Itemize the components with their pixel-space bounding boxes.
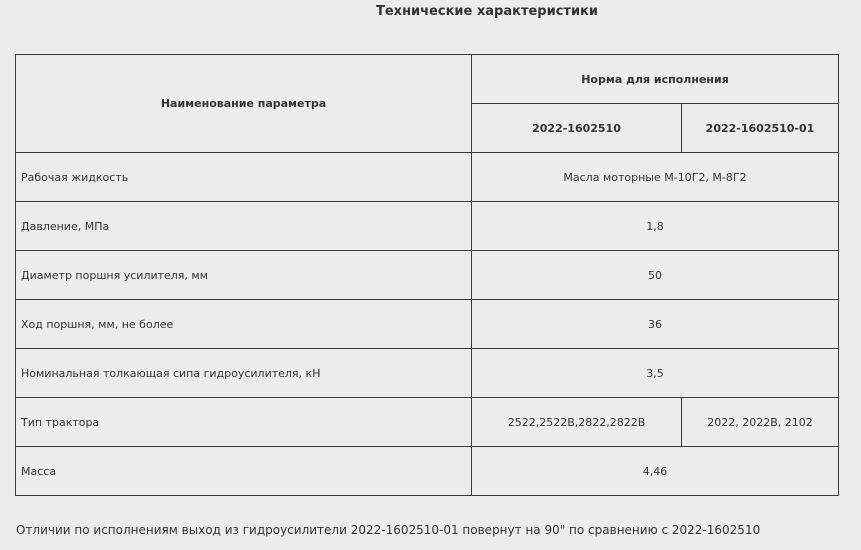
table-header-row [16,55,839,104]
row-param: Тип трактора [16,398,472,447]
row-param: Ход поршня, мм, не более [16,300,472,349]
table-row [16,251,839,300]
row-value-a: 2522,2522В,2822,2822В [472,398,682,447]
header-norm: Норма для исполнения [472,55,839,104]
table-row [16,300,839,349]
header-variant-b: 2022-1602510-01 [682,104,839,153]
header-variant-a: 2022-1602510 [472,104,682,153]
table-row [16,202,839,251]
row-param: Масса [16,447,472,496]
variant-note: Отличии по исполнениям выход из гидроусилители 2022-1602510-01 повернут на 90" по сравнению с 2022-1602510 [16,523,761,537]
row-param: Номинальная толкающая сипа гидроусилителя, кН [16,349,472,398]
table-row [16,447,839,496]
row-param: Рабочая жидкость [16,153,472,202]
table-row [16,349,839,398]
header-param-name: Наименование параметра [16,55,472,153]
row-value: 36 [472,300,839,349]
table-row [16,398,839,447]
row-value: 4,46 [472,447,839,496]
row-value-b: 2022, 2022В, 2102 [682,398,839,447]
row-value: Масла моторные М-10Г2, М-8Г2 [472,153,839,202]
row-value: 50 [472,251,839,300]
row-value: 3,5 [472,349,839,398]
row-value: 1,8 [472,202,839,251]
row-param: Диаметр поршня усилителя, мм [16,251,472,300]
row-param: Давление, МПа [16,202,472,251]
table-row [16,153,839,202]
specs-table [15,54,839,496]
page-title: Технические характеристики [376,4,598,19]
